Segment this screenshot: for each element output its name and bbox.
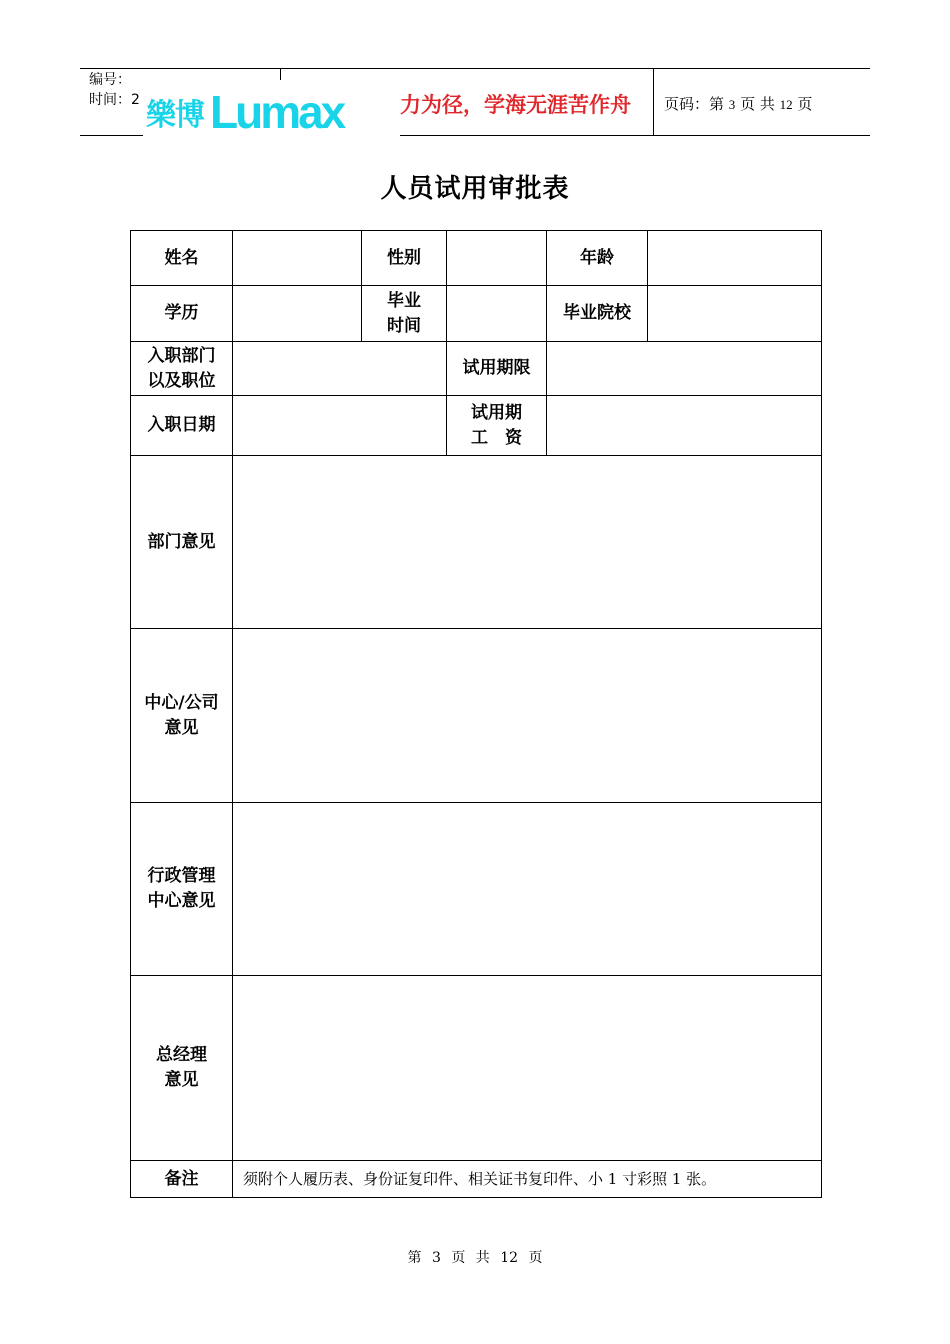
school-label-text: 毕业院校 — [563, 303, 631, 323]
education-label-text: 学历 — [164, 303, 199, 323]
remark-label — [131, 1161, 232, 1197]
age-label-text: 年龄 — [580, 247, 614, 268]
center-opinion-field[interactable] — [233, 629, 821, 802]
probation-period-label — [447, 342, 546, 395]
header-page-mid: 页 共 — [740, 95, 775, 113]
footer-current-page: 3 — [431, 1250, 441, 1266]
footer-prefix: 第 — [407, 1250, 422, 1266]
entry-date-label-text: 入职日期 — [147, 415, 216, 435]
footer-mid: 页 共 — [451, 1250, 490, 1266]
dept-position-label-line2: 以及职位 — [147, 370, 216, 391]
dept-position-field[interactable] — [233, 342, 446, 395]
header-page-suffix: 页 — [797, 95, 813, 113]
gm-opinion-label — [131, 976, 232, 1160]
probation-period-label-text: 试用期限 — [462, 358, 531, 378]
admin-opinion-field[interactable] — [233, 803, 821, 975]
logo-chinese-text: 樂博 — [146, 98, 204, 133]
logo-brand-text: Lumax — [210, 86, 344, 138]
probation-salary-label-line1: 试用期 — [471, 402, 522, 423]
name-field[interactable] — [233, 231, 361, 285]
remark-label-text: 备注 — [164, 1168, 199, 1189]
page-title: 人员试用审批表 — [380, 174, 570, 204]
entry-date-label — [131, 396, 232, 455]
admin-opinion-label-line2: 中心意见 — [147, 891, 216, 911]
footer-total-pages: 12 — [500, 1250, 519, 1266]
dept-opinion-label-text: 部门意见 — [147, 531, 216, 552]
gm-opinion-label-line2: 意见 — [164, 1070, 199, 1090]
graduation-time-field[interactable] — [447, 286, 546, 341]
probation-salary-field[interactable] — [547, 396, 821, 455]
probation-approval-form — [130, 230, 822, 1198]
gm-opinion-label-line1: 总经理 — [156, 1045, 207, 1065]
dept-opinion-field[interactable] — [233, 456, 821, 628]
gender-field[interactable] — [447, 231, 546, 285]
admin-opinion-label — [131, 803, 232, 975]
remark-content — [243, 1161, 813, 1197]
graduation-time-label — [362, 286, 446, 341]
header-page-current: 3 — [728, 97, 736, 112]
center-opinion-label — [131, 629, 232, 802]
probation-salary-label-line2: 工 资 — [471, 427, 522, 448]
probation-period-field[interactable] — [547, 342, 821, 395]
gender-label-text: 性别 — [387, 247, 421, 268]
footer-suffix: 页 — [528, 1250, 543, 1266]
dept-opinion-label — [131, 456, 232, 628]
dept-position-label-line1: 入职部门 — [147, 345, 216, 366]
dept-position-label — [131, 342, 232, 395]
lumax-logo — [143, 87, 400, 137]
header-page-info — [664, 93, 812, 114]
header-slogan: 力为径，学海无涯苦作舟 — [400, 92, 631, 117]
education-field[interactable] — [233, 286, 361, 341]
header-divider — [653, 68, 654, 135]
center-opinion-label-line2: 意见 — [164, 717, 199, 738]
graduation-time-label-line1: 毕业 — [387, 290, 421, 311]
header-number-label: 编号： — [89, 72, 131, 88]
gm-opinion-field[interactable] — [233, 976, 821, 1160]
age-label — [547, 231, 647, 285]
education-label — [131, 286, 232, 341]
school-field[interactable] — [648, 286, 821, 341]
admin-opinion-label-line1: 行政管理 — [147, 866, 216, 886]
header-top-rule — [80, 68, 870, 69]
age-field[interactable] — [648, 231, 821, 285]
header-page-total: 12 — [779, 97, 793, 112]
name-label — [131, 231, 232, 285]
gender-label — [362, 231, 446, 285]
remark-text: 须附个人履历表、身份证复印件、相关证书复印件、小 1 寸彩照 1 张。 — [243, 1169, 717, 1188]
name-label-text: 姓名 — [164, 247, 199, 268]
page-footer — [0, 1247, 950, 1267]
graduation-time-label-line2: 时间 — [387, 315, 421, 336]
entry-date-field[interactable] — [233, 396, 446, 455]
header-tick — [280, 68, 281, 80]
header-time-label: 时间：2 — [89, 92, 140, 108]
header-page-label: 页码：第 — [664, 95, 725, 113]
probation-salary-label — [447, 396, 546, 455]
school-label — [547, 286, 647, 341]
center-opinion-label-line1: 中心/公司 — [144, 692, 219, 713]
